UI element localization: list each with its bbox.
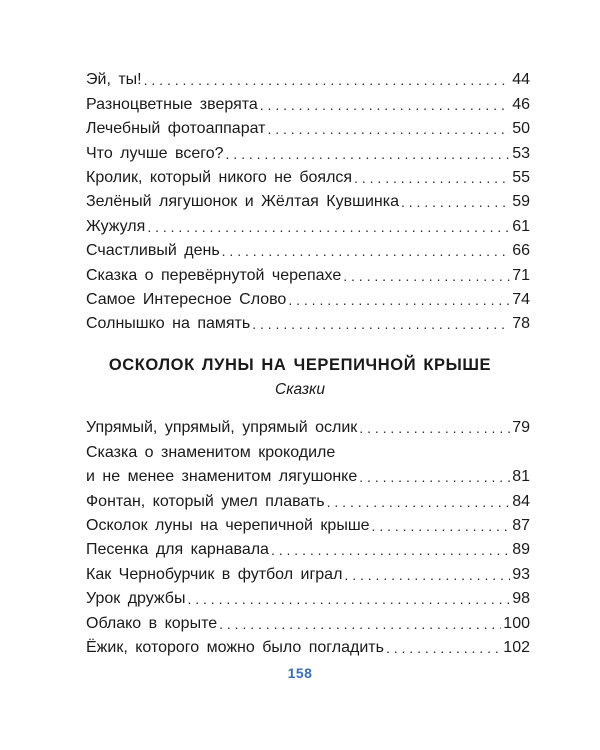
toc-entry-page: 59 [512,193,530,211]
toc-entry-title: Кролик, который никого не боялся [86,168,353,186]
toc-entry-title: Осколок луны на черепичной крыше [86,516,370,534]
toc-entry [86,139,530,163]
toc-dot-leader [144,70,511,90]
toc-dot-leader [147,217,510,237]
toc-entry-page: 93 [512,565,530,583]
toc-entry-page: 50 [512,120,530,138]
toc-entry [86,414,530,438]
toc-entry-title [86,438,357,487]
toc-entry-page: 66 [512,242,530,260]
toc-entry-page: 87 [512,516,530,534]
toc-entry [86,512,530,536]
toc-entry [86,212,530,236]
toc-entry-page: 100 [503,614,530,632]
toc-dot-leader [219,614,501,634]
toc-entry-title: Солнышко на память [86,315,251,333]
toc-entry [86,188,530,212]
toc-entry [86,438,530,487]
toc-entry-page: 61 [512,217,530,235]
toc-dot-leader [401,192,510,212]
toc-entry-page: 71 [512,266,530,284]
page-number: 158 [287,665,313,681]
toc-entry-title: Фонтан, который умел плавать [86,492,325,510]
toc-dot-leader [260,95,510,115]
toc-entry-title: Урок дружбы [86,590,186,608]
toc-entry-page: 79 [512,419,530,437]
toc-dot-leader [359,467,510,487]
toc-entry-title-line-2: и не менее знаменитом лягушонке [86,468,358,486]
toc-entry-page: 53 [512,144,530,162]
toc-entry-page: 84 [512,492,530,510]
toc-entry-title: Самое Интересное Слово [86,290,287,308]
toc-entry-title: Ёжик, которого можно было погладить [86,638,384,656]
toc-dot-leader [288,290,510,310]
toc-dot-leader [372,516,511,536]
toc-entry [86,310,530,334]
toc-entry-title: Разноцветные зверята [86,95,258,113]
toc-entry-title: Сказка о перевёрнутой черепахе [86,266,342,284]
toc-entry-page: 44 [512,71,530,89]
section-subheading: Сказки [275,381,325,398]
toc-entry [86,90,530,114]
toc-entry-title: Лечебный фотоаппарат [86,120,266,138]
toc-entry-page: 102 [503,638,530,656]
toc-dot-leader [187,589,510,609]
toc-entry [86,609,530,633]
toc-dot-leader [222,241,511,261]
toc-entry-title: Что лучше всего? [86,144,224,162]
toc-dot-leader [386,638,501,658]
toc-entry [86,585,530,609]
toc-entry-title: Песенка для карнавала [86,541,269,559]
toc-entry [86,487,530,511]
toc-dot-leader [327,492,511,512]
toc-dot-leader [344,565,510,585]
toc-entry-title: Жужуля [86,217,146,235]
toc-entry-title: Счастливый день [86,242,220,260]
toc-dot-leader [359,418,510,438]
toc-entry [86,536,530,560]
table-of-contents-part-2 [86,414,530,658]
toc-entry-title-line-1: Сказка о знаменитом крокодиле [86,443,336,461]
toc-entry-title: Как Чернобурчик в футбол играл [86,565,343,583]
toc-entry-page: 89 [512,541,530,559]
toc-entry-page: 98 [512,590,530,608]
toc-entry-page: 46 [512,95,530,113]
toc-entry [86,286,530,310]
toc-dot-leader [354,168,510,188]
toc-dot-leader [252,314,510,334]
toc-entry [86,261,530,285]
toc-entry [86,164,530,188]
toc-entry-page: 81 [512,468,530,486]
toc-entry-page: 74 [512,290,530,308]
toc-entry-title: Упрямый, упрямый, упрямый ослик [86,419,358,437]
toc-entry-page: 78 [512,315,530,333]
toc-entry-title: Облако в корыте [86,614,218,632]
table-of-contents-part-1 [86,66,530,334]
toc-dot-leader [271,540,510,560]
toc-dot-leader [267,119,510,139]
toc-entry [86,66,530,90]
toc-entry [86,634,530,658]
toc-entry-title: Зелёный лягушонок и Жёлтая Кувшинка [86,193,399,211]
section-heading: ОСКОЛОК ЛУНЫ НА ЧЕРЕПИЧНОЙ КРЫШЕ [108,356,492,374]
toc-entry-page: 55 [512,168,530,186]
toc-entry [86,237,530,261]
toc-entry [86,115,530,139]
toc-entry-title: Эй, ты! [86,71,142,89]
toc-entry [86,560,530,584]
toc-dot-leader [226,144,511,164]
toc-dot-leader [343,266,510,286]
